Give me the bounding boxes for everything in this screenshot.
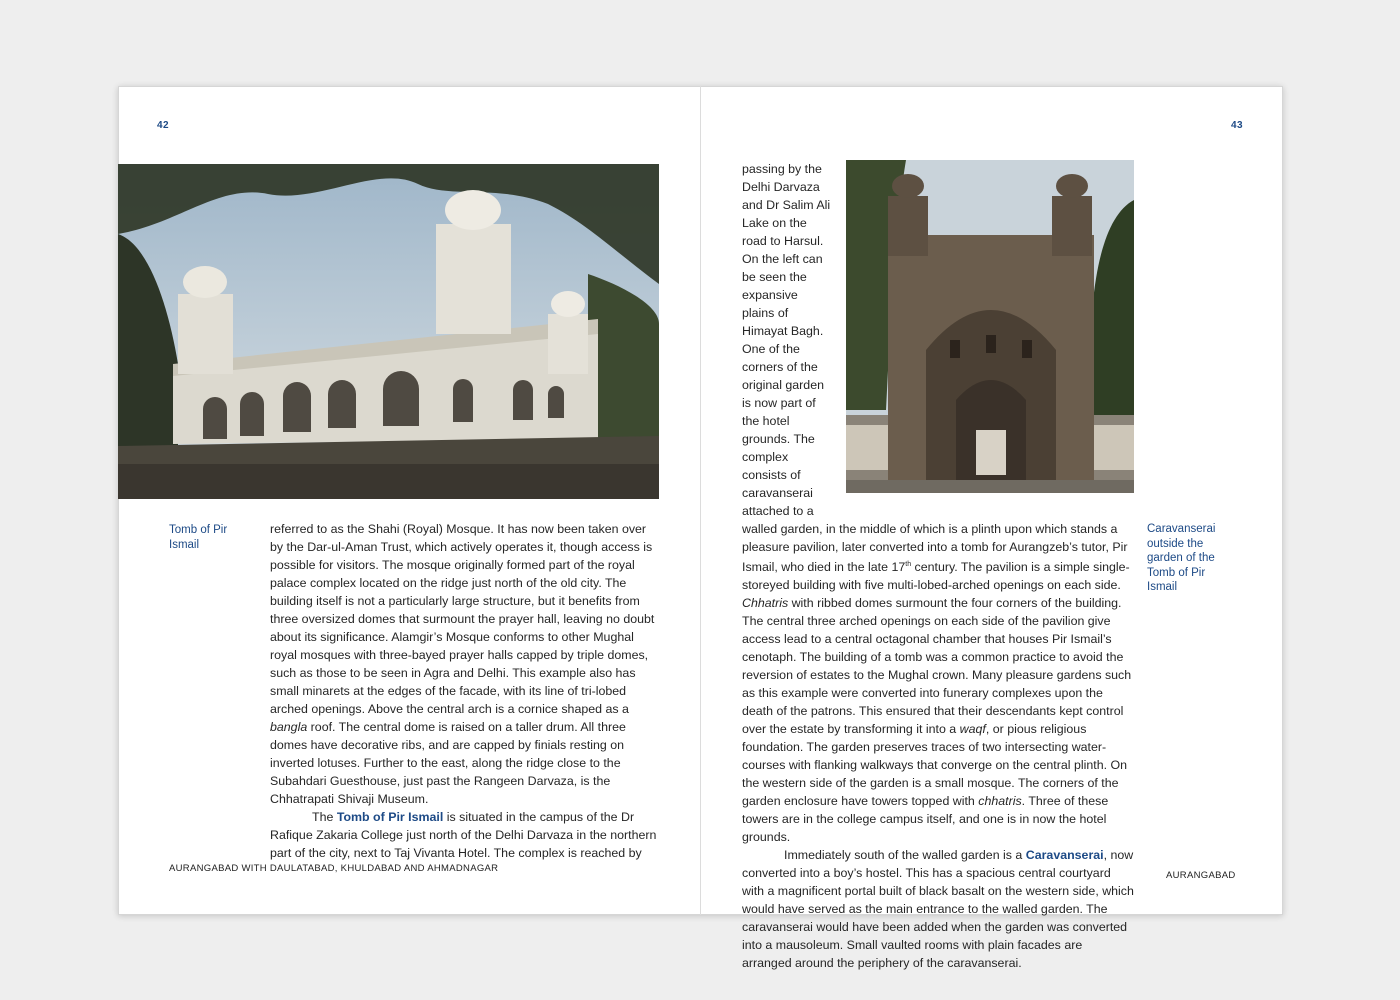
right-paragraph-1: passing by the Delhi Darvaza and Dr Salim Ali Lake on the road to Harsul. On the left can be seen the expansive plains of Himayat Bagh. One of the corners of the original garden is now part of the hotel grounds. The complex consists of caravanserai attached to a walled garden, in the middle of which is a plinth upon which stands a pleasure pavilion, later converted into a tomb for Aurangzeb’s tutor, Pir Ismail, who died in the late 17th century. The pavilion is a simple single-storeyed building with five multi-lobed-arched openings on each side. Chhatris with ribbed domes surmount the four corners of the building. The central three arched openings on each side of the pavilion give access lead to a central octagonal chamber that houses Pir Ismail’s cenotaph. The building of a tomb was a common practice to avoid the reversion of estates to the Mughal crown. Many pleasure gardens such as this example were converted into funerary complexes upon the death of the patrons. This ensured that their descendants kept control over the estate by transforming it into a waqf, or pious religious foundation. The garden preserves traces of two intersecting water-courses with flanking walkways that converge on the central plinth. On the western side of the garden is a small mosque. The corners of the garden enclosure have towers topped with chhatris. Three of these towers are in the college campus itself, and one is in now the hotel grounds. [742, 162, 1132, 845]
photo-caption-right: Caravanserai outside the garden of the Tomb of Pir Ismail [1147, 523, 1216, 593]
paragraph-2: The Tomb of Pir Ismail is situated in the campus of the Dr Rafique Zakaria College just north of the Delhi Darvaza in the northern part of the city, next to Taj Vivanta Hotel. The complex is reached by [270, 810, 657, 860]
running-footer-right: AURANGABAD [1166, 870, 1236, 881]
right-paragraph-2: Immediately south of the walled garden is a Caravanserai, now converted into a boy’s hostel. This has a spacious central courtyard with a magnificent portal built of black basalt on the western side, which would have served as the main entrance to the walled garden. The caravanserai would have been added when the garden was converted into a mausoleum. Small vaulted rooms with plain facades are arranged around the periphery of the caravanserai. [742, 848, 1134, 971]
right-body-text [742, 160, 1134, 972]
photo-caption-left: Tomb of Pir Ismail [169, 524, 228, 551]
tomb-of-pir-ismail-link[interactable]: Tomb of Pir Ismail [336, 810, 444, 824]
paragraph-1: referred to as the Shahi (Royal) Mosque. It has now been taken over by the Dar-ul-Aman Trust, which actively operates it, though access is possible for visitors. The mosque originally formed part of the royal palace complex located on the ridge just north of the old city. The building itself is not a particularly large structure, but it benefits from three oversized domes that surmount the prayer hall, leaving no doubt about its significance. Alamgir’s Mosque conforms to other Mughal royal mosques with three-bayed prayer halls capped by triple domes, such as those to be seen in Agra and Delhi. This example also has small minarets at the edges of the facade, with its line of tri-lobed arched openings. Above the central arch is a cornice shaped as a bangla roof. The central dome is raised on a taller drum. All three domes have decorative ribs, and are capped by finials resting on inverted lotuses. Further to the east, along the ridge close to the Subahdari Guesthouse, just past the Rangeen Darvaza, is the Chhatrapati Shivaji Museum. [270, 522, 655, 806]
mosque-photo [118, 164, 659, 499]
page-number-left: 42 [157, 120, 170, 131]
caravanserai-link[interactable]: Caravanserai [1025, 848, 1104, 863]
page-gutter [700, 86, 701, 915]
left-body-text [270, 520, 662, 862]
caravanserai-portal-photo [846, 160, 1134, 493]
page-number-right: 43 [1231, 120, 1244, 131]
running-footer-left: AURANGABAD WITH DAULATABAD, KHULDABAD AND AHMADNAGAR [169, 863, 499, 874]
